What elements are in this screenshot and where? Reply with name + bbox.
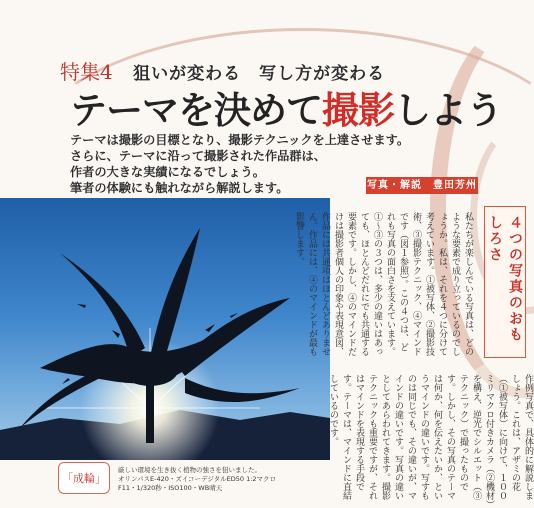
title-post: しよう	[394, 88, 502, 132]
lead-line: テーマは撮影の目標となり、撮影テクニックを上達させます。	[70, 133, 410, 147]
thistle-silhouette-photo	[0, 198, 330, 460]
page-title	[70, 80, 502, 134]
photo-caption	[118, 466, 330, 493]
section-heading-box	[484, 206, 526, 358]
lead-line: 作者の大きな実績になるでしょう。	[70, 165, 265, 179]
author-credit: 写真・解説 豊田芳州	[366, 177, 478, 194]
feature-label: 特集4	[60, 60, 113, 84]
caption-line: オリンパスE-420・ズイコーデジタルED50 1:2マクロ	[118, 475, 277, 483]
section-heading: ４つの写真のおもしろさ	[487, 215, 523, 343]
lead-paragraph	[70, 132, 410, 196]
body-text: 作例写真で、具体的に解説しましょう。これは、アザミの花（①被写体）に向けて、１００ミリマクロ付きカメラ（②機材）を構え、逆光でシルエット（③テクニック）で撮ったものです。しかし、その写真のテーマは何か、何を伝えたいか、というマインドの違いです。写すものは同じでも、その違いが、マインドの違いです。写真の違いとしてあらわれてきます。撮影テクニックも重要ですが、それはマインドを表現する手段です。テーマは、マインドに直結しているのです。	[328, 374, 533, 505]
photo-title-tag: 「成輪」	[58, 462, 110, 494]
title-pre: テーマを決めて	[70, 88, 322, 132]
caption-line: F11・1/320秒・ISO100・WB晴天	[118, 484, 223, 492]
body-column-1	[294, 212, 474, 358]
caption-line: 厳しい環境を生き抜く植物の強さを狙いました。	[118, 466, 261, 474]
title-highlight: 撮影	[322, 88, 394, 132]
lead-line: さらに、テーマに沿って撮影された作品群は、	[70, 149, 326, 163]
lead-line: 筆者の体験にも触れながら解説します。	[70, 181, 289, 195]
body-text: 私たちが楽しんでいる写真は、どのような要素で成り立っているのでしょうか。私は、それを４つに分けて考えています。①被写体、②撮影技術、③撮影テクニック、④マインドです（図１参照）。この４つは、どれも写真の面白さを支えています。①〜③の３つは、多少の違いはあっても、ほとんどだれにでも共通する要素です。しかし、④のマインドだけは撮影者個人の印象や表現意図、作品には共通項はほとんどありません。作品には、④のマインドが最も影響します。	[294, 212, 473, 356]
body-column-2	[328, 374, 534, 508]
feature-subtitle: 狙いが変わる 写し方が変わる	[133, 64, 386, 84]
